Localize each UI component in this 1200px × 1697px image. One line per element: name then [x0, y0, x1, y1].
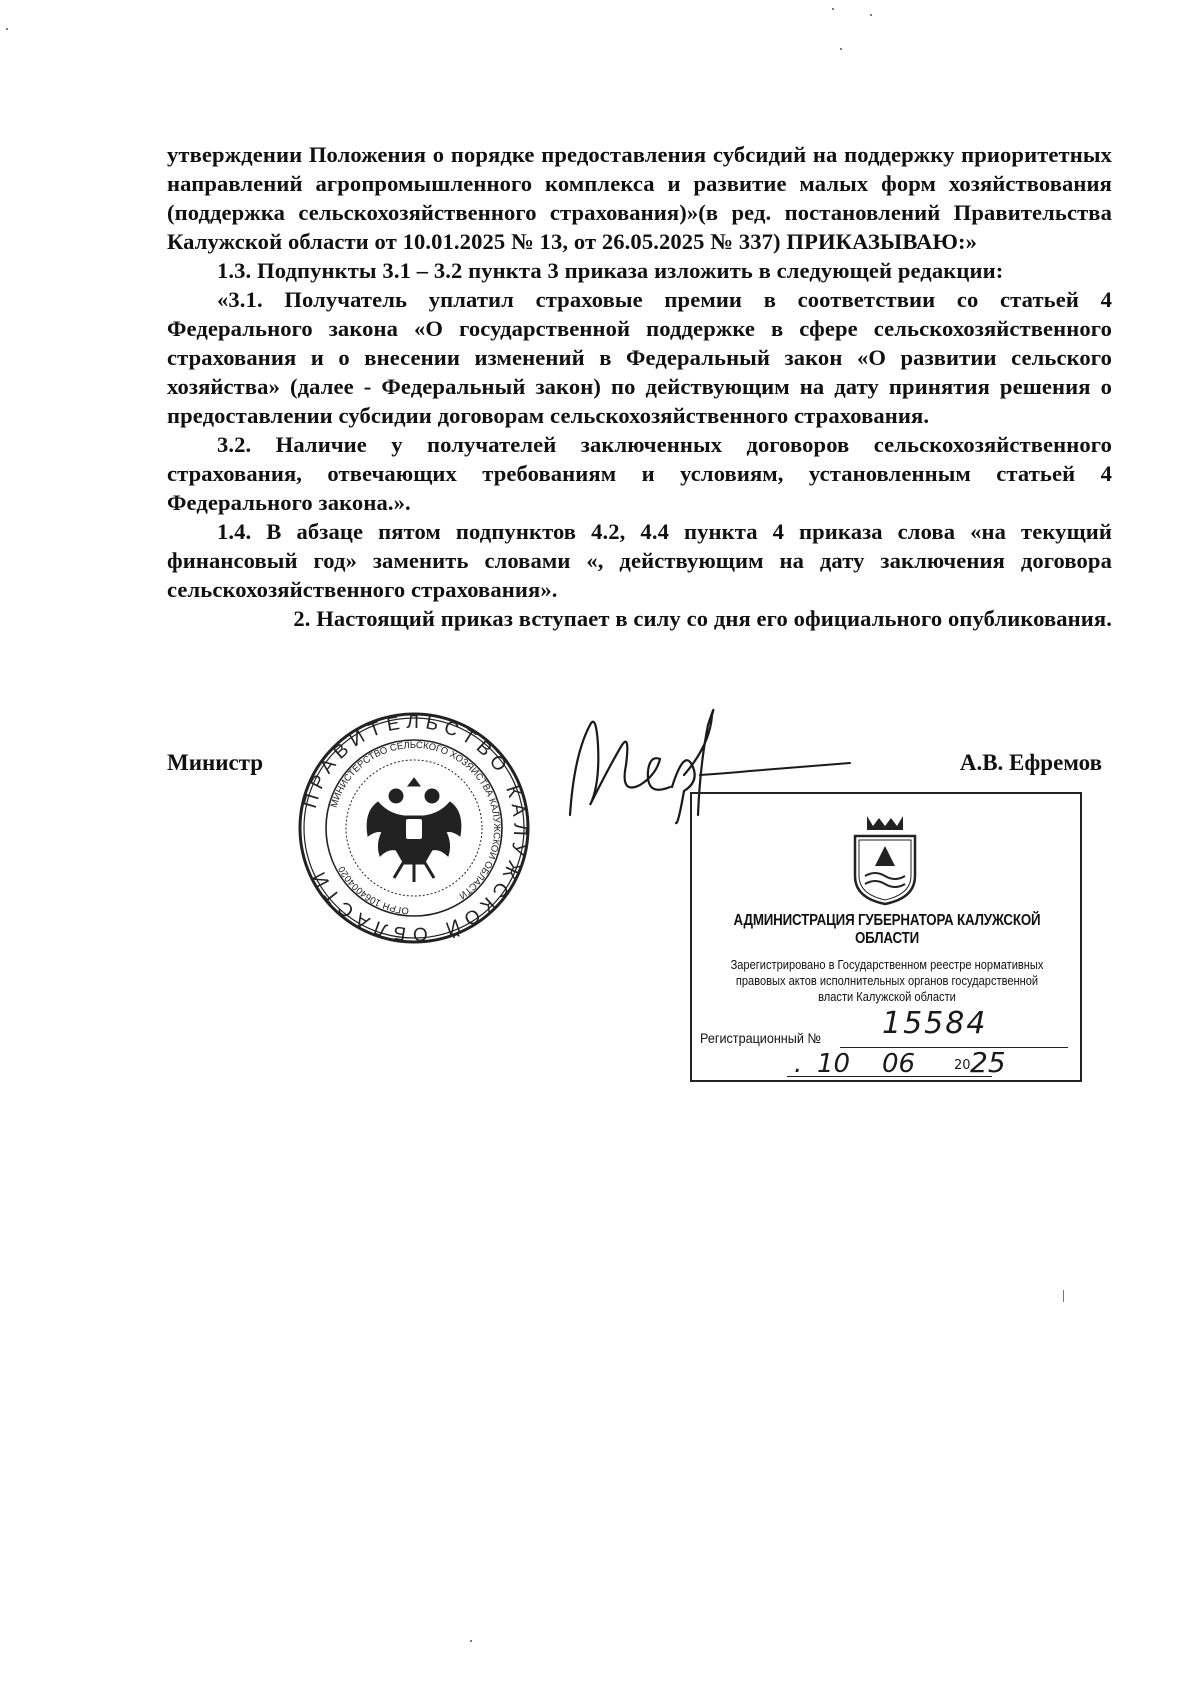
paragraph-1-4: 1.4. В абзаце пятом подпунктов 4.2, 4.4 пункта 4 приказа слова «на текущий финансовый год» заменить словами «, действующим на дату заключения договора сельскохозяйственного страхования».	[167, 519, 1112, 602]
signatory-title: Министр	[167, 750, 264, 775]
scan-speck	[470, 1640, 472, 1642]
scan-speck	[870, 14, 872, 16]
registration-date-day: 10	[817, 1049, 851, 1079]
paragraph-3-1: «3.1. Получатель уплатил страховые премии в соответствии со статьей 4 Федерального закона «О государственной поддержке в сфере сельскохозяйственного страхования и о внесении изменений в Федеральный закон «О развитии сельского хозяйства» (далее - Федеральный закон) по действующим на дату принятия решения о предоставлении субсидии договорам сельскохозяйственного страхования.	[167, 287, 1112, 428]
registration-date-year-suffix: 25	[970, 1046, 1006, 1079]
registration-date-year-prefix: 20	[954, 1058, 971, 1073]
seal-outer-text: ПРАВИТЕЛЬСТВО КАЛУЖСКОЙ ОБЛАСТИ	[299, 711, 531, 945]
registration-number-value: 15584	[882, 1006, 988, 1041]
paragraph-3-2: 3.2. Наличие у получателей заключенных договоров сельскохозяйственного страхования, отвечающих требованиям и условиям, установленным статьей 4 Федерального закона.».	[167, 432, 1112, 515]
scan-speck	[6, 28, 8, 30]
registration-stamp	[690, 792, 1082, 1082]
registration-number-label: Регистрационный №	[700, 1030, 821, 1046]
scan-speck	[832, 8, 834, 10]
document-body	[167, 140, 1112, 633]
kaluga-coat-of-arms-icon	[845, 806, 925, 906]
signature-row	[167, 750, 1102, 790]
paragraph-preamble: утверждении Положения о порядке предоставления субсидий на поддержку приоритетных направлений агропромышленного комплекса и развитие малых форм хозяйствования (поддержка сельскохозяйственного страхования)»(в ред. постановлений Правительства Калужской области от 10.01.2025 № 13, от 26.05.2025 № 337) ПРИКАЗЫВАЮ:»	[167, 142, 1112, 254]
margin-mark	[1063, 1290, 1064, 1302]
registry-description: Зарегистрировано в Государственном реестре нормативных правовых актов исполнительных органов государственной власти Калужской области	[730, 958, 1044, 1004]
registration-date-month: 06	[882, 1049, 916, 1079]
official-seal	[296, 710, 532, 946]
date-dot: .	[794, 1049, 803, 1079]
registry-organization: АДМИНИСТРАЦИЯ ГУБЕРНАТОРА КАЛУЖСКОЙ ОБЛАСТИ	[733, 912, 1041, 947]
signatory-name: А.В. Ефремов	[959, 750, 1102, 775]
seal-ogrn-text: ОГРН 1064004020	[336, 864, 410, 916]
scan-speck	[840, 48, 842, 50]
paragraph-1-3: 1.3. Подпункты 3.1 – 3.2 пункта 3 приказа изложить в следующей редакции:	[217, 258, 1004, 283]
seal-inner-text: МИНИСТЕРСТВО СЕЛЬСКОГО ХОЗЯЙСТВА КАЛУЖСКОЙ ОБЛАСТИ	[328, 739, 503, 902]
number-underline	[840, 1047, 1068, 1048]
date-underline	[787, 1076, 992, 1077]
paragraph-2: 2. Настоящий приказ вступает в силу со дня его официального опубликования.	[293, 606, 1112, 631]
eagle-emblem-icon	[367, 778, 461, 882]
